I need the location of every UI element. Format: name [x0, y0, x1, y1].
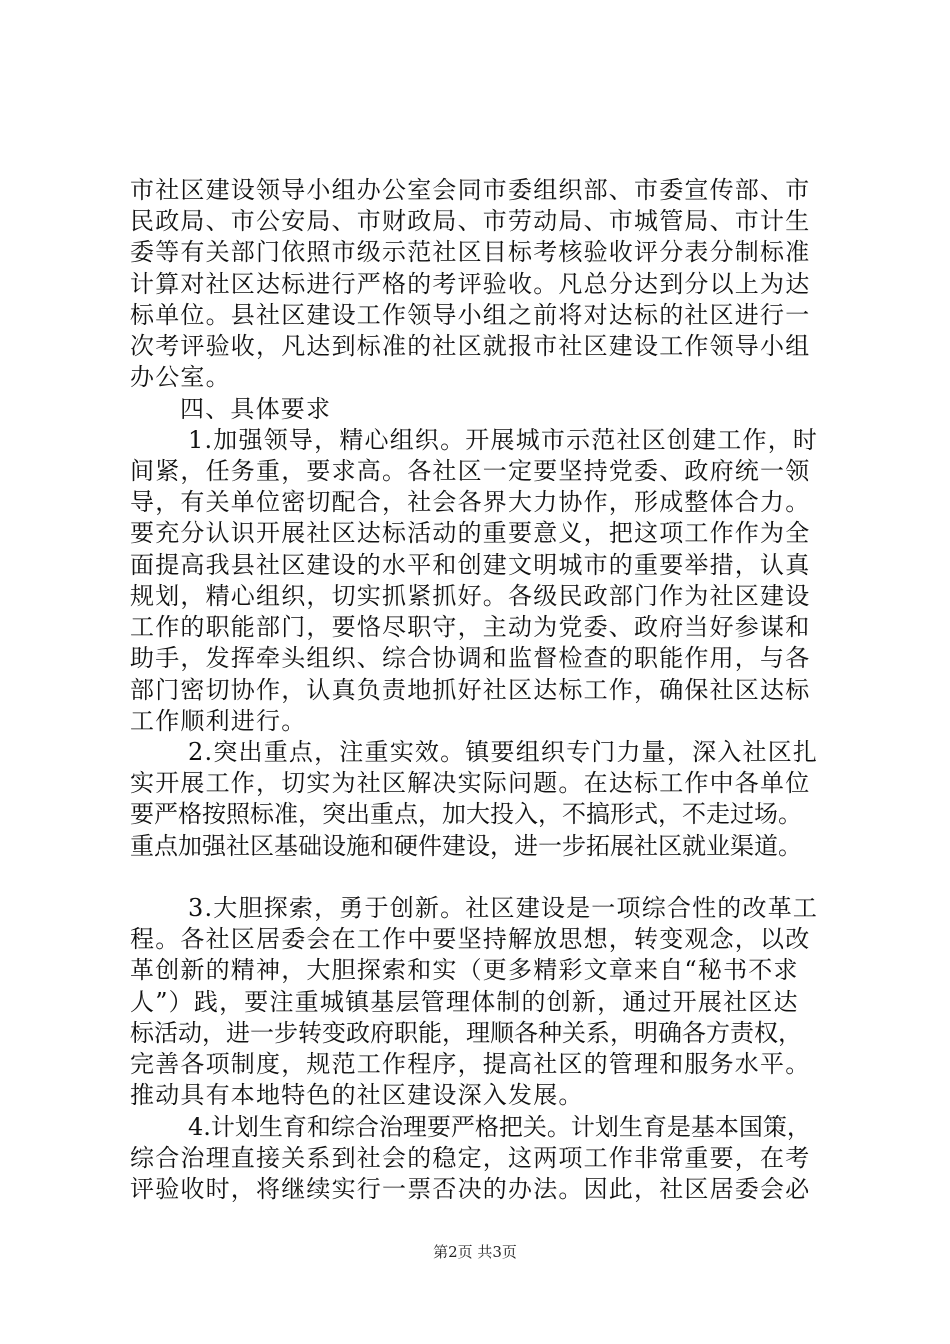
text-line: 标活动，进一步转变政府职能，理顺各种关系，明确各方责权，: [130, 1019, 802, 1047]
text-line: 市社区建设领导小组办公室会同市委组织部、市委宣传部、市: [130, 176, 811, 204]
text-line: 委等有关部门依照市级示范社区目标考核验收评分表分制标准: [130, 238, 811, 266]
text-line: 完善各项制度，规范工作程序，提高社区的管理和服务水平。: [130, 1050, 811, 1078]
paragraph-first-line: 1.加强领导，精心组织。开展城市示范社区创建工作，时: [188, 426, 819, 454]
paragraph-first-line: 3.大胆探索，勇于创新。社区建设是一项综合性的改革工: [188, 894, 819, 922]
text-line: 助手，发挥牵头组织、综合协调和监督检查的职能作用，与各: [130, 644, 811, 672]
text-line: 要严格按照标准，突出重点，加大投入，不搞形式，不走过场。: [130, 800, 802, 828]
text-line: 办公室。: [130, 363, 231, 391]
text-line: 间紧，任务重，要求高。各社区一定要坚持党委、政府统一领: [130, 457, 811, 485]
text-line: 重点加强社区基础设施和硬件建设，进一步拓展社区就业渠道。: [130, 832, 802, 860]
paragraph-first-line: 4.计划生育和综合治理要严格把关。计划生育是基本国策，: [188, 1113, 811, 1141]
text-line: 导，有关单位密切配合，社会各界大力协作，形成整体合力。: [130, 488, 811, 516]
text-line: 面提高我县社区建设的水平和创建文明城市的重要举措，认真: [130, 551, 811, 579]
text-line: 实开展工作，切实为社区解决实际问题。在达标工作中各单位: [130, 769, 811, 797]
page-footer: 第2页 共3页: [433, 1243, 517, 1261]
text-line: 标单位。县社区建设工作领导小组之前将对达标的社区进行一: [130, 301, 811, 329]
text-line: 革创新的精神，大胆探索和实（更多精彩文章来自“秘书不求: [130, 956, 799, 984]
text-line: 工作顺利进行。: [130, 707, 307, 735]
text-line: 规划，精心组织，切实抓紧抓好。各级民政部门作为社区建设: [130, 582, 811, 610]
paragraph-first-line: 2.突出重点，注重实效。镇要组织专门力量，深入社区扎: [188, 738, 819, 766]
text-line: 部门密切协作，认真负责地抓好社区达标工作，确保社区达标: [130, 676, 811, 704]
text-line: 人”）践，要注重城镇基层管理体制的创新，通过开展社区达: [130, 988, 799, 1016]
text-line: 要充分认识开展社区达标活动的重要意义，把这项工作作为全: [130, 519, 811, 547]
text-line: 工作的职能部门，要恪尽职守，主动为党委、政府当好参谋和: [130, 613, 811, 641]
text-line: 程。各社区居委会在工作中要坚持解放思想，转变观念，以改: [130, 925, 811, 953]
section-heading: 四、具体要求: [180, 395, 332, 423]
text-line: 次考评验收，凡达到标准的社区就报市社区建设工作领导小组: [130, 332, 811, 360]
text-line: 计算对社区达标进行严格的考评验收。凡总分达到分以上为达: [130, 270, 811, 298]
text-line: 推动具有本地特色的社区建设深入发展。: [130, 1081, 584, 1109]
text-line: 综合治理直接关系到社会的稳定，这两项工作非常重要，在考: [130, 1144, 811, 1172]
text-line: 评验收时，将继续实行一票否决的办法。因此，社区居委会必: [130, 1175, 811, 1203]
text-line: 民政局、市公安局、市财政局、市劳动局、市城管局、市计生: [130, 207, 811, 235]
